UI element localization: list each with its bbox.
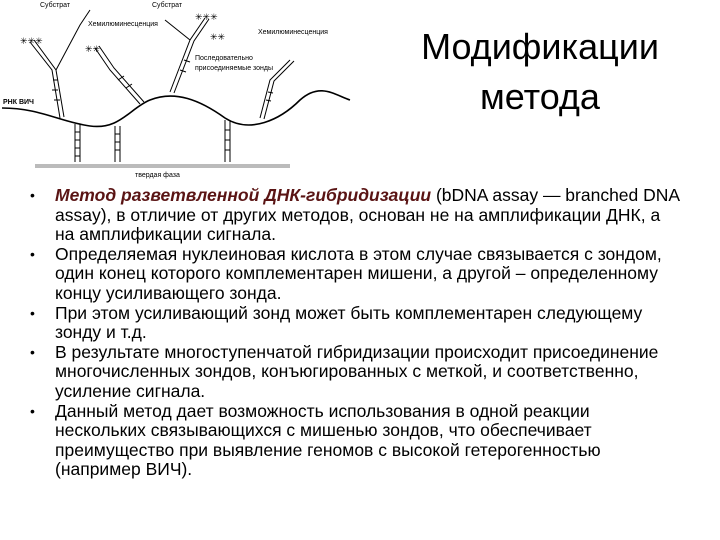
substrate-left-label: Субстрат [40,2,71,9]
bullet-text: Определяемая нуклеиновая кислота в этом случае связывается с зондом, один конец которого комплементарен мишени, а другой – определенному концу усиливающего зонда. [55,243,662,303]
bullet-term: Метод разветвленной ДНК-гибридизации [55,185,432,205]
bullet-item [30,402,680,480]
svg-text:✳✳✳: ✳✳✳ [195,12,218,22]
bullet-text: Данный метод дает возможность использования в одной реакции нескольких связывающихся с мишенью зондов, что обеспечивает преимущество при выявление геномов с высокой гетерогенностью (например ВИЧ). [55,400,601,480]
rna-label: РНК ВИЧ [3,99,34,106]
bullet-item [30,304,680,343]
bullet-dot-icon: • [30,304,35,321]
svg-text:✳✳: ✳✳ [85,44,101,54]
bullet-text: (bDNA assay — branched DNA assay), в отличие от других методов, основан не на амплификации ДНК, а на амплификации сигнала. [55,185,680,245]
bullet-item [30,343,680,402]
bullet-dot-icon: • [30,343,35,360]
svg-text:✳✳: ✳✳ [210,32,226,42]
solid-phase-label: твердая фаза [135,172,180,179]
probes-label-line2: присоединяемые зонды [195,65,274,72]
bdna-diagram-graphic [0,0,360,180]
probes-label-line1: Последовательно [195,55,253,62]
bullet-dot-icon: • [30,245,35,262]
bullet-dot-icon: • [30,402,35,419]
bullet-text: В результате многоступенчатой гибридизации происходит присоединение многочисленных зондов, конъюгированных с меткой, и соответственно, усиление сигнала. [55,341,659,401]
bdna-diagram [0,0,360,180]
bullet-list [30,186,680,480]
chemi-right-label: Хемилюминесценция [258,29,328,36]
rna-strand [2,91,350,127]
bullet-dot-icon: • [30,187,35,203]
chemi-left-label: Хемилюминесценция [88,21,158,28]
bullet-item [30,245,680,304]
bullet-text: При этом усиливающий зонд может быть комплементарен следующему зонду и т.д. [55,302,643,343]
title-line-2: метода [480,76,600,117]
bullet-item [30,186,680,245]
solid-phase-bar [35,164,290,168]
svg-text:✳✳✳: ✳✳✳ [20,36,43,46]
title-line-1: Модификации [421,26,659,67]
substrate-right-label: Субстрат [152,2,183,9]
slide-title [380,22,700,122]
